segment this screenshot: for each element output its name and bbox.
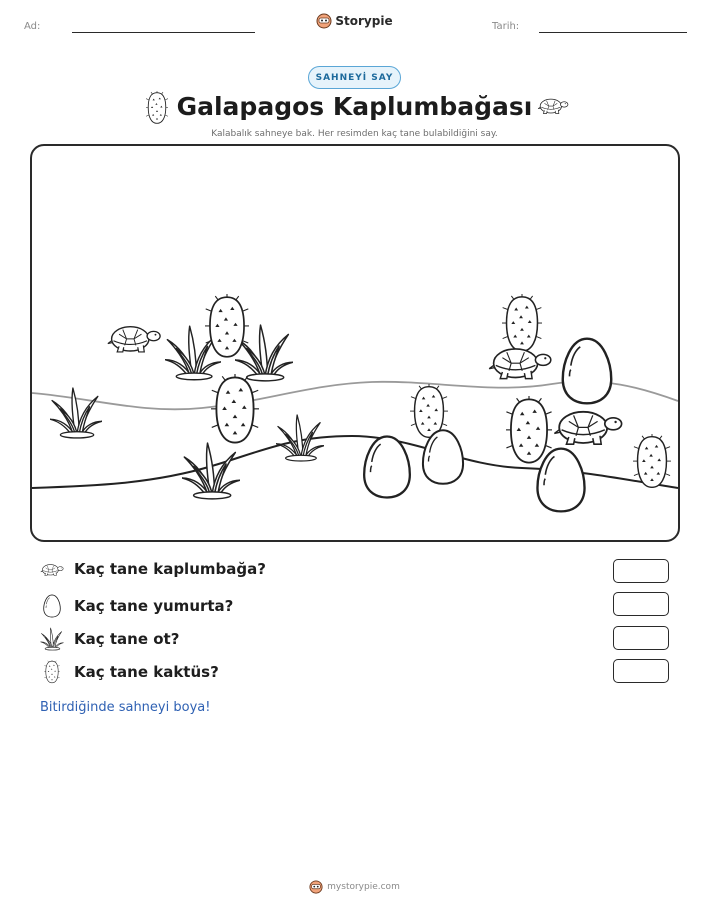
tortoise-icon [537,95,569,115]
name-label: Ad: [24,21,41,32]
cactus-3 [410,383,448,437]
coloring-note: Bitirdiğinde sahneyi boya! [40,700,211,715]
storypie-logo-icon [309,880,323,894]
cactus-1 [205,293,250,357]
date-line[interactable] [539,32,687,33]
cactus-6 [633,433,671,487]
tortoise-icon [40,561,64,577]
answer-box-egg[interactable] [613,592,669,616]
question-cactus [40,660,219,684]
egg-1 [364,437,410,498]
brand-name: Storypie [335,14,393,28]
question-text: Kaç tane yumurta? [74,597,234,615]
question-text: Kaç tane ot? [74,630,180,648]
answer-box-cactus[interactable] [613,659,669,683]
tortoise-1 [108,327,160,352]
cactus-icon [40,660,64,684]
page-title: Galapagos Kaplumbağası [176,92,533,121]
brand-logo [0,13,709,29]
question-egg [40,594,233,618]
cactus-2 [211,373,260,443]
question-tortoise [40,560,266,578]
answer-box-tortoise[interactable] [613,559,669,583]
cactus-5 [505,395,552,463]
egg-icon [40,594,64,618]
egg-3 [563,339,611,404]
instructions: Kalabalık sahneye bak. Her resimden kaç tane bulabildiğini say. [211,129,498,139]
question-text: Kaç tane kaktüs? [74,663,219,681]
site-url[interactable]: mystorypie.com [327,882,400,892]
egg-4 [537,449,584,512]
tortoise-2 [489,349,551,379]
activity-badge: SAHNEYİ SAY [308,66,401,89]
scene-illustration [32,146,678,540]
question-text: Kaç tane kaplumbağa? [74,560,266,578]
cactus-4 [502,293,543,351]
grass-icon [40,627,64,651]
footer-brand [0,880,709,894]
counting-scene[interactable] [30,144,680,542]
name-line[interactable] [72,32,255,33]
date-label: Tarih: [492,21,520,32]
question-grass [40,627,179,651]
storypie-logo-icon [316,13,332,29]
tortoise-3 [554,412,621,444]
egg-2 [423,430,463,484]
answer-box-grass[interactable] [613,626,669,650]
